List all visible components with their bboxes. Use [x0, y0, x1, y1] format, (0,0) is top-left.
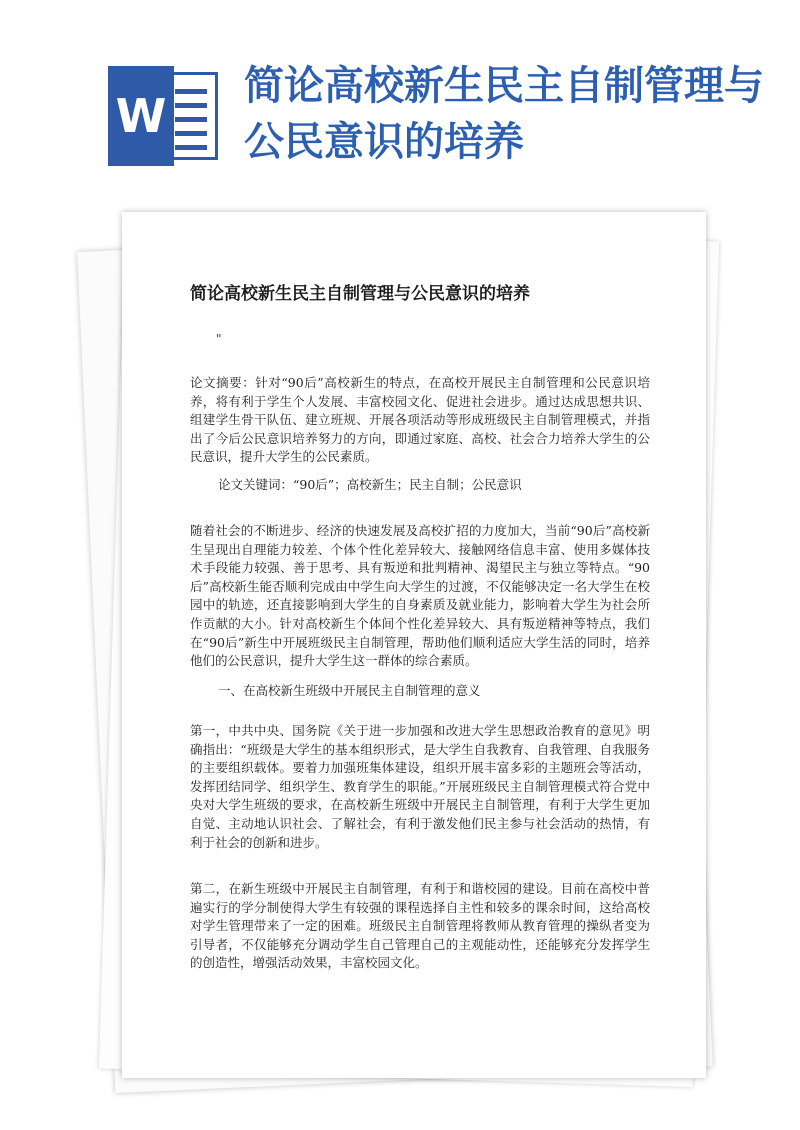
abstract-paragraph: 论文摘要：针对“90后”高校新生的特点，在高校开展民主自制管理和公民意识培养，将有利于学生个人发展、丰富校园文化、促进社会进步。通过达成思想共识、组建学生骨干队伍、建立班规、开展各项活动等形成班级民主自制管理模式，并指出了今后公民意识培养努力的方向，即通过家庭、高校、社会合力培养大学生的公民意识，提升大学生的公民素质。	[190, 375, 650, 465]
word-logo-letter: W	[108, 66, 174, 166]
point-1-paragraph: 第一，中共中央、国务院《关于进一步加强和改进大学生思想政治教育的意见》明确指出：“班级是大学生的基本组织形式，是大学生自我教育、自我管理、自我服务的主要组织载体。要着力加强班集体建设，组织开展丰富多彩的主题班会等活动，发挥团结同学、组织学生、教育学生的职能。”开展班级民主自制管理模式符合党中央对大学生班级的要求，在高校新生班级中开展民主自制管理，有利于大学生更加自觉、主动地认识社会、了解社会，有利于激发他们民主参与社会活动的热情，有利于社会的创新和进步。	[190, 723, 650, 850]
section-heading: 一、在高校新生班级中开展民主自制管理的意义	[218, 683, 481, 698]
quote-mark: "	[216, 332, 222, 346]
document-title: 简论高校新生民主自制管理与公民意识的培养	[190, 284, 530, 304]
page-title: 简论高校新生民主自制管理与公民意识的培养	[244, 63, 764, 165]
keywords-line: 论文关键词：“90后”；高校新生；民主自制；公民意识	[218, 477, 522, 492]
intro-paragraph: 随着社会的不断进步、经济的快速发展及高校扩招的力度加大，当前“90后”高校新生呈现出自理能力较差、个体个性化差异较大、接触网络信息丰富、使用多媒体技术手段能力较强、善于思考、具有叛逆和批判精神、渴望民主与独立等特点。“90后”高校新生能否顺利完成由中学生向大学生的过渡，不仅能够决定一名大学生在校园中的轨迹，还直接影响到大学生的自身素质及就业能力，影响着大学生为社会所作贡献的大小。针对高校新生个体间个性化差异较大、具有叛逆精神等特点，我们在“90后”新生中开展班级民主自制管理，帮助他们顺利适应大学生活的同时，培养他们的公民意识，提升大学生这一群体的综合素质。	[190, 523, 650, 669]
word-logo-icon	[108, 66, 220, 166]
header	[0, 0, 800, 215]
document-page	[122, 212, 706, 1078]
point-2-paragraph: 第二，在新生班级中开展民主自制管理，有利于和谐校园的建设。目前在高校中普遍实行的学分制使得大学生有较强的课程选择自主性和较多的课余时间，这给高校对学生管理带来了一定的困难。班级民主自制管理将教师从教育管理的操纵者变为引导者，不仅能够充分调动学生自己管理自己的主观能动性，还能够充分发挥学生的创造性，增强活动效果，丰富校园文化。	[190, 881, 650, 971]
